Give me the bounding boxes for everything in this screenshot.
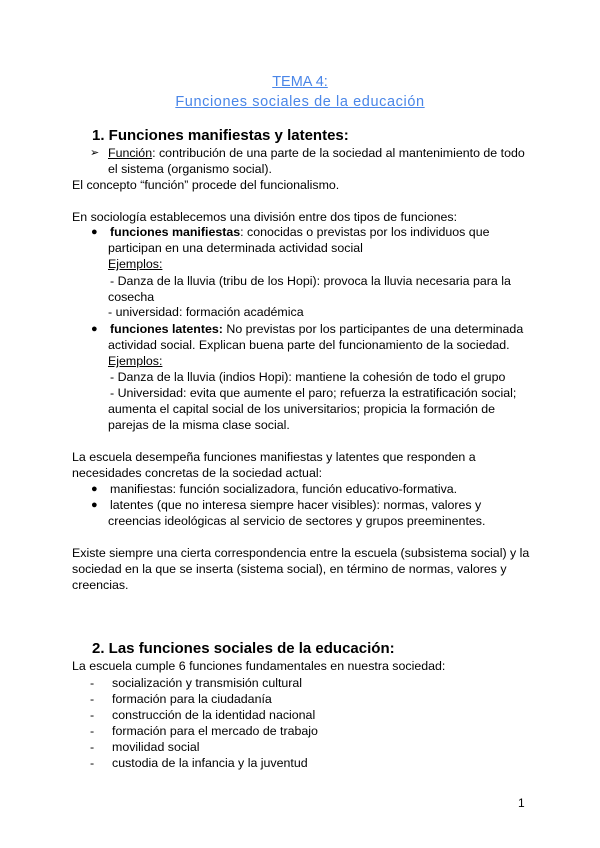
bullet-icon: ● — [91, 226, 98, 238]
example-item: cosecha — [108, 290, 155, 304]
funcion-definition — [108, 145, 525, 161]
arrow-bullet-icon: ➢ — [90, 147, 100, 159]
doc-title-line2: Funciones sociales de la educación — [175, 94, 425, 110]
section2-intro: La escuela cumple 6 funciones fundamentales en nuestra sociedad: — [72, 659, 446, 673]
function-item: construcción de la identidad nacional — [112, 708, 316, 722]
latentes-def-1: No previstas por los participantes de una determinada — [222, 322, 524, 336]
dash-icon: - — [90, 692, 95, 706]
division-text: En sociología establecemos una división entre dos tipos de funciones: — [72, 210, 458, 224]
function-item: formación para la ciudadanía — [112, 692, 272, 706]
section2-heading: 2. Las funciones sociales de la educación: — [92, 640, 395, 657]
manifiestas-def-1: : conocidas o previstas por los individuos que — [240, 225, 490, 239]
example-item: - universidad: formación académica — [108, 305, 304, 319]
bullet-icon: ● — [91, 483, 98, 495]
funcion-def: : contribución de una parte de la sociedad al mantenimiento de todo — [152, 146, 525, 160]
dash-icon: - — [90, 740, 95, 754]
escuela-bullet: manifiestas: función socializadora, función educativo-formativa. — [110, 482, 458, 496]
escuela-bullet-cont: creencias ideológicas al servicio de sectores y grupos preeminentes. — [108, 514, 486, 528]
function-item: socialización y transmisión cultural — [112, 676, 303, 690]
section1-heading: 1. Funciones manifiestas y latentes: — [92, 127, 349, 144]
existe-text: creencias. — [72, 578, 129, 592]
example-item: aumenta el capital social de los universitarios; propicia la formación de — [108, 402, 496, 416]
funcion-term: Función — [108, 146, 153, 160]
concepto-text: El concepto “función” procede del funcionalismo. — [72, 178, 340, 192]
existe-text: sociedad en la que se inserta (sistema social), en término de normas, valores y — [72, 562, 507, 576]
latentes-def-2: actividad social. Explican buena parte del funcionamiento de la sociedad. — [108, 338, 510, 352]
escuela-bullet: latentes (que no interesa siempre hacer visibles): normas, valores y — [110, 498, 482, 512]
example-item: parejas de la misma clase social. — [108, 418, 290, 432]
dash-icon: - — [90, 676, 95, 690]
ejemplos-label: Ejemplos: — [108, 257, 163, 271]
bullet-icon: ● — [91, 323, 98, 335]
latentes-term: funciones latentes: — [110, 322, 223, 336]
doc-title-line1: TEMA 4: — [272, 74, 328, 90]
escuela-text-2: necesidades concretas de la sociedad actual: — [72, 466, 323, 480]
manifiestas-term: funciones manifiestas — [110, 225, 241, 239]
example-item: - Danza de la lluvia (tribu de los Hopi): provoca la lluvia necesaria para la — [110, 274, 511, 288]
escuela-text: La escuela desempeña funciones manifiestas y latentes que responden a — [72, 450, 476, 464]
dash-icon: - — [90, 756, 95, 770]
existe-text: Existe siempre una cierta correspondencia entre la escuela (subsistema social) y la — [72, 546, 530, 560]
example-item: - Danza de la lluvia (indios Hopi): mantiene la cohesión de todo el grupo — [110, 370, 506, 384]
ejemplos-label: Ejemplos: — [108, 354, 163, 368]
page-number: 1 — [518, 796, 525, 810]
dash-icon: - — [90, 724, 95, 738]
bullet-icon: ● — [91, 499, 98, 511]
dash-icon: - — [90, 708, 95, 722]
funcion-def-2: el sistema (organismo social). — [108, 162, 272, 176]
function-item: custodia de la infancia y la juventud — [112, 756, 308, 770]
latentes-def — [110, 321, 523, 337]
manifiestas-def-2: participan en una determinada actividad social — [108, 241, 363, 255]
function-item: movilidad social — [112, 740, 200, 754]
manifiestas-def — [110, 224, 489, 240]
example-item: - Universidad: evita que aumente el paro; refuerza la estratificación social; — [110, 386, 517, 400]
function-item: formación para el mercado de trabajo — [112, 724, 318, 738]
